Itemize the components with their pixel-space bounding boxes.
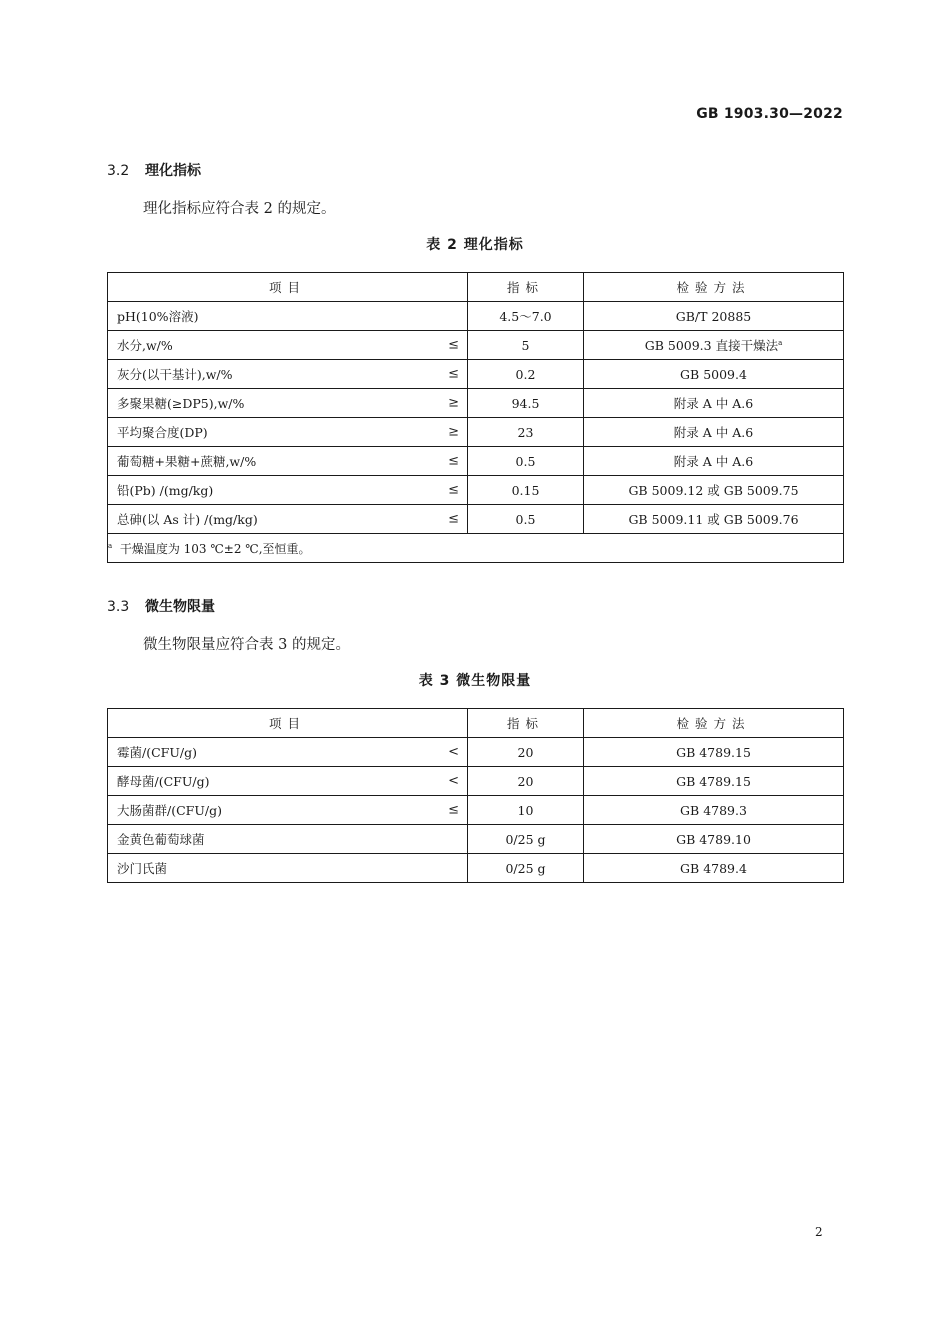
cell-value: 4.5～7.0 (468, 302, 584, 331)
method-text: GB 4789.15 (676, 744, 751, 760)
item-label: 水分,w/% (117, 338, 173, 353)
table-row (108, 447, 844, 476)
method-text: GB 4789.4 (680, 860, 747, 876)
item-label: 多聚果糖(≥DP5),w/% (117, 396, 245, 411)
cell-item (108, 389, 468, 418)
method-text: 附录 A 中 A.6 (673, 425, 754, 440)
table-row (108, 302, 844, 331)
table-row (108, 505, 844, 534)
section-number: 3.3 (107, 599, 130, 615)
cell-value: 5 (468, 331, 584, 360)
header-index: 指标 (468, 273, 584, 302)
header-item: 项目 (108, 273, 468, 302)
comparison-operator: ≤ (448, 337, 459, 353)
item-label: 灰分(以干基计),w/% (117, 367, 233, 382)
table-2-title: 表 2 理化指标 (426, 237, 524, 253)
cell-item (108, 302, 468, 331)
footnote-mark: a (108, 541, 113, 550)
cell-item (108, 738, 468, 767)
cell-method (584, 331, 844, 360)
comparison-operator: ≤ (448, 511, 459, 527)
item-label: 霉菌/(CFU/g) (117, 745, 197, 760)
section-paragraph: 微生物限量应符合表 3 的规定。 (143, 637, 350, 653)
comparison-operator: < (448, 744, 459, 760)
method-text: 附录 A 中 A.6 (673, 396, 754, 411)
comparison-operator: ≤ (448, 482, 459, 498)
item-label: 沙门氏菌 (117, 861, 168, 876)
section-heading-3-2 (107, 160, 201, 180)
cell-item (108, 505, 468, 534)
cell-value: 20 (468, 767, 584, 796)
cell-method (584, 825, 844, 854)
table-row (108, 418, 844, 447)
footnote-text: 干燥温度为 103 ℃±2 ℃,至恒重。 (119, 541, 311, 556)
cell-method (584, 738, 844, 767)
cell-value: 0.5 (468, 505, 584, 534)
item-label: 金黄色葡萄球菌 (117, 832, 205, 847)
table-row (108, 767, 844, 796)
item-label: 铅(Pb) /(mg/kg) (117, 483, 214, 498)
cell-item (108, 331, 468, 360)
table-3 (107, 708, 844, 883)
table-row (108, 854, 844, 883)
cell-value: 0.15 (468, 476, 584, 505)
item-label: 总砷(以 As 计) /(mg/kg) (117, 512, 258, 527)
table-row (108, 389, 844, 418)
cell-method (584, 767, 844, 796)
table-row (108, 360, 844, 389)
cell-value: 0.5 (468, 447, 584, 476)
table-row (108, 825, 844, 854)
cell-method (584, 476, 844, 505)
header-method: 检验方法 (584, 709, 844, 738)
table-row (108, 738, 844, 767)
table-header-row (108, 709, 844, 738)
section-title: 理化指标 (145, 163, 201, 179)
method-text: GB 5009.11 或 GB 5009.76 (628, 512, 799, 527)
table-header-row (108, 273, 844, 302)
method-text: GB 5009.12 或 GB 5009.75 (628, 483, 799, 498)
cell-method (584, 505, 844, 534)
footnote-ref: a (778, 338, 783, 347)
method-text: GB 4789.10 (676, 831, 751, 847)
cell-method (584, 447, 844, 476)
table-footnote-row (108, 534, 844, 563)
cell-item (108, 854, 468, 883)
method-text: GB 4789.3 (680, 802, 747, 818)
comparison-operator: ≤ (448, 802, 459, 818)
cell-value: 0/25 g (468, 825, 584, 854)
table-row (108, 331, 844, 360)
table-footnote (108, 534, 844, 563)
method-text: GB 5009.3 直接干燥法 (644, 338, 779, 353)
cell-value: 20 (468, 738, 584, 767)
cell-method (584, 796, 844, 825)
cell-method (584, 418, 844, 447)
cell-value: 0.2 (468, 360, 584, 389)
cell-item (108, 796, 468, 825)
comparison-operator: < (448, 773, 459, 789)
cell-method (584, 302, 844, 331)
cell-method (584, 389, 844, 418)
standard-number: GB 1903.30—2022 (696, 106, 843, 122)
table-row (108, 476, 844, 505)
cell-method (584, 360, 844, 389)
cell-item (108, 360, 468, 389)
section-title: 微生物限量 (145, 599, 215, 615)
header-index: 指标 (468, 709, 584, 738)
item-label: 葡萄糖+果糖+蔗糖,w/% (117, 454, 257, 469)
comparison-operator: ≥ (448, 424, 459, 440)
item-label: 酵母菌/(CFU/g) (117, 774, 210, 789)
method-text: GB 5009.4 (680, 366, 747, 382)
cell-item (108, 825, 468, 854)
item-label: pH(10%溶液) (117, 309, 199, 324)
item-label: 大肠菌群/(CFU/g) (117, 803, 222, 818)
comparison-operator: ≤ (448, 453, 459, 469)
cell-value: 94.5 (468, 389, 584, 418)
cell-item (108, 447, 468, 476)
section-number: 3.2 (107, 163, 130, 179)
section-paragraph: 理化指标应符合表 2 的规定。 (143, 201, 336, 217)
header-method: 检验方法 (584, 273, 844, 302)
page-number: 2 (815, 1225, 823, 1239)
method-text: GB 4789.15 (676, 773, 751, 789)
method-text: 附录 A 中 A.6 (673, 454, 754, 469)
table-row (108, 796, 844, 825)
cell-value: 10 (468, 796, 584, 825)
comparison-operator: ≤ (448, 366, 459, 382)
cell-value: 23 (468, 418, 584, 447)
cell-item (108, 767, 468, 796)
cell-method (584, 854, 844, 883)
table-2 (107, 272, 844, 563)
comparison-operator: ≥ (448, 395, 459, 411)
section-heading-3-3 (107, 596, 215, 616)
cell-item (108, 418, 468, 447)
table-3-title: 表 3 微生物限量 (418, 673, 532, 689)
cell-value: 0/25 g (468, 854, 584, 883)
method-text: GB/T 20885 (675, 308, 752, 324)
cell-item (108, 476, 468, 505)
header-item: 项目 (108, 709, 468, 738)
item-label: 平均聚合度(DP) (117, 425, 208, 440)
